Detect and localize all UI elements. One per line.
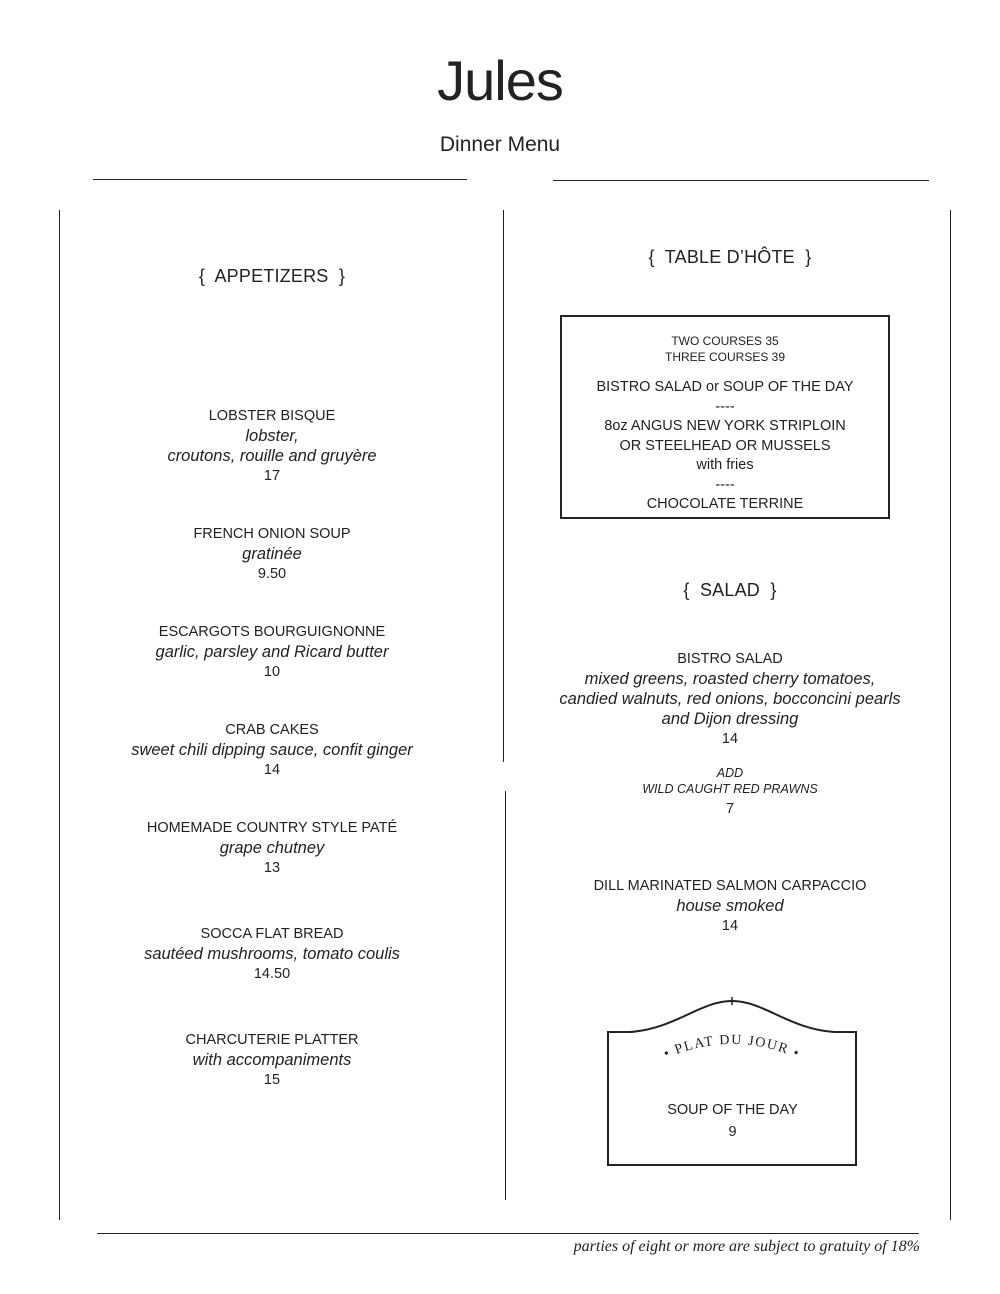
table-dhote-box [560,315,890,519]
plat-du-jour-sign [600,995,865,1170]
item-price: 14 [263,762,281,778]
two-courses-price: TWO COURSES 35 [671,334,779,348]
item-description: and Dijon dressing [661,710,799,728]
menu-item [60,818,484,878]
item-name: ESCARGOTS BOURGUIGNONNE [158,624,386,640]
item-description: garlic, parsley and Ricard butter [155,643,389,661]
item-price: 9.50 [257,566,287,582]
item-price: 17 [263,468,281,484]
plat-du-jour-item: SOUP OF THE DAY [667,1102,798,1118]
item-description: mixed greens, roasted cherry tomatoes, [584,670,876,688]
plat-du-jour-banner: • PLAT DU JOUR • [661,1032,803,1062]
add-on-item [510,765,950,819]
gratuity-note: parties of eight or more are subject to gratuity of 18% [573,1238,920,1255]
item-price: 14 [721,918,739,934]
menu-item [60,924,484,984]
item-name: LOBSTER BISQUE [208,408,336,424]
salad-heading: { SALAD } [683,580,777,600]
item-description: grape chutney [219,839,325,857]
menu-subtitle: Dinner Menu [439,133,561,156]
plat-du-jour-price: 9 [728,1124,737,1140]
item-price: 7 [725,801,735,817]
menu-item [60,406,484,486]
appetizers-heading: { APPETIZERS } [198,266,346,286]
add-on-name: WILD CAUGHT RED PRAWNS [642,782,818,796]
item-name: HOMEMADE COUNTRY STYLE PATÉ [146,820,398,836]
center-divider-bottom [505,791,506,1200]
menu-item [510,649,950,749]
course-separator: ---- [715,398,735,415]
item-name: BISTRO SALAD [677,651,783,667]
header-divider-left [93,179,467,180]
item-description: lobster, [245,427,299,445]
course-separator: ---- [715,476,735,493]
menu-item [60,720,484,780]
item-description: sautéed mushrooms, tomato coulis [144,945,400,963]
course-option: 8oz ANGUS NEW YORK STRIPLOIN [604,418,846,434]
item-description: sweet chili dipping sauce, confit ginger [131,741,413,759]
item-description: croutons, rouille and gruyère [167,447,377,465]
header-divider-right [553,180,929,181]
item-description: gratinée [242,545,302,563]
item-description: house smoked [676,897,784,915]
item-name: CHARCUTERIE PLATTER [185,1032,359,1048]
table-dhote-heading: { TABLE D’HÔTE } [648,247,812,267]
item-price: 10 [263,664,281,680]
course-option: OR STEELHEAD OR MUSSELS [619,437,831,454]
course-option: CHOCOLATE TERRINE [646,496,804,512]
restaurant-title: Jules [437,49,563,112]
menu-item [60,1030,484,1090]
menu-item [60,524,484,584]
add-on-label: ADD [716,766,744,780]
item-price: 14 [721,731,739,747]
three-courses-price: THREE COURSES 39 [664,350,786,364]
item-name: FRENCH ONION SOUP [193,526,351,542]
item-price: 15 [263,1072,281,1088]
item-name: CRAB CAKES [225,722,319,738]
item-name: SOCCA FLAT BREAD [200,926,344,942]
footer-divider [97,1233,919,1234]
item-price: 14.50 [253,966,291,982]
course-option: BISTRO SALAD or SOUP OF THE DAY [596,379,854,395]
menu-item [60,622,484,682]
menu-item [510,876,950,936]
item-name: DILL MARINATED SALMON CARPACCIO [593,878,867,894]
item-description: with accompaniments [192,1051,352,1069]
right-border [950,210,951,1220]
item-description: candied walnuts, red onions, bocconcini pearls [559,690,901,708]
item-price: 13 [263,860,281,876]
center-divider-top [503,210,504,762]
course-option: with fries [696,457,754,473]
